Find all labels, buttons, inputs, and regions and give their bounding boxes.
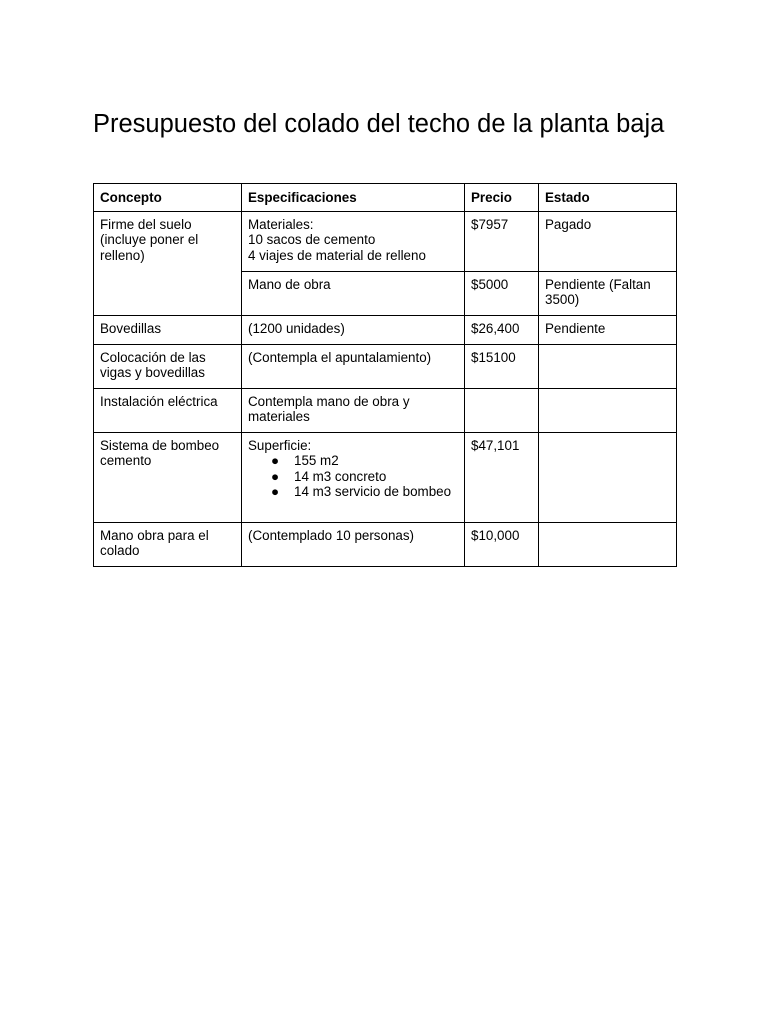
cell-estado: Pendiente (Faltan 3500) [539, 271, 677, 315]
cell-especificaciones [242, 211, 465, 271]
cell-especificaciones: (1200 unidades) [242, 315, 465, 344]
bullet-icon: ● [271, 468, 280, 484]
header-concepto: Concepto [94, 184, 242, 212]
bullet-text: 14 m3 servicio de bombeo [294, 484, 452, 500]
cell-concepto: Sistema de bombeo cemento [94, 432, 242, 522]
header-precio: Precio [465, 184, 539, 212]
cell-precio: $7957 [465, 211, 539, 271]
cell-concepto: Colocación de las vigas y bovedillas [94, 344, 242, 388]
cell-estado: Pendiente [539, 315, 677, 344]
cell-estado [539, 344, 677, 388]
spec-line: Mano de obra [248, 276, 331, 292]
table-row [94, 432, 677, 522]
header-especificaciones: Especificaciones [242, 184, 465, 212]
cell-concepto: Mano obra para el colado [94, 522, 242, 566]
list-item [248, 469, 458, 485]
cell-precio: $5000 [465, 271, 539, 315]
bullet-text: 14 m3 concreto [294, 468, 387, 484]
cell-estado [539, 522, 677, 566]
budget-table [93, 183, 677, 567]
cell-especificaciones: Contempla mano de obra y materiales [242, 388, 465, 432]
spec-bullet-list [248, 453, 458, 500]
cell-estado [539, 388, 677, 432]
bullet-icon: ● [271, 484, 280, 500]
table-row [94, 522, 677, 566]
table-row [94, 388, 677, 432]
list-item [248, 484, 458, 500]
cell-concepto: Instalación eléctrica [94, 388, 242, 432]
page-title: Presupuesto del colado del techo de la planta baja [93, 110, 665, 138]
cell-concepto: Firme del suelo (incluye poner el relleno) [94, 211, 242, 315]
spec-line: Materiales: [248, 216, 314, 232]
cell-estado [539, 432, 677, 522]
spec-line: 4 viajes de material de relleno [248, 247, 426, 263]
table-header-row [94, 184, 677, 212]
table-row [94, 211, 677, 271]
bullet-icon: ● [271, 453, 280, 469]
table-row [94, 315, 677, 344]
spec-line: 10 sacos de cemento [248, 232, 376, 248]
cell-precio: $26,400 [465, 315, 539, 344]
cell-especificaciones: (Contempla el apuntalamiento) [242, 344, 465, 388]
cell-estado: Pagado [539, 211, 677, 271]
spec-intro: Superficie: [248, 437, 312, 453]
cell-precio [465, 388, 539, 432]
cell-concepto: Bovedillas [94, 315, 242, 344]
cell-especificaciones [242, 271, 465, 315]
table-row [94, 344, 677, 388]
cell-especificaciones [242, 432, 465, 522]
cell-precio: $47,101 [465, 432, 539, 522]
bullet-text: 155 m2 [294, 453, 339, 469]
cell-precio: $10,000 [465, 522, 539, 566]
header-estado: Estado [539, 184, 677, 212]
list-item [248, 453, 458, 469]
cell-especificaciones: (Contemplado 10 personas) [242, 522, 465, 566]
cell-precio: $15100 [465, 344, 539, 388]
